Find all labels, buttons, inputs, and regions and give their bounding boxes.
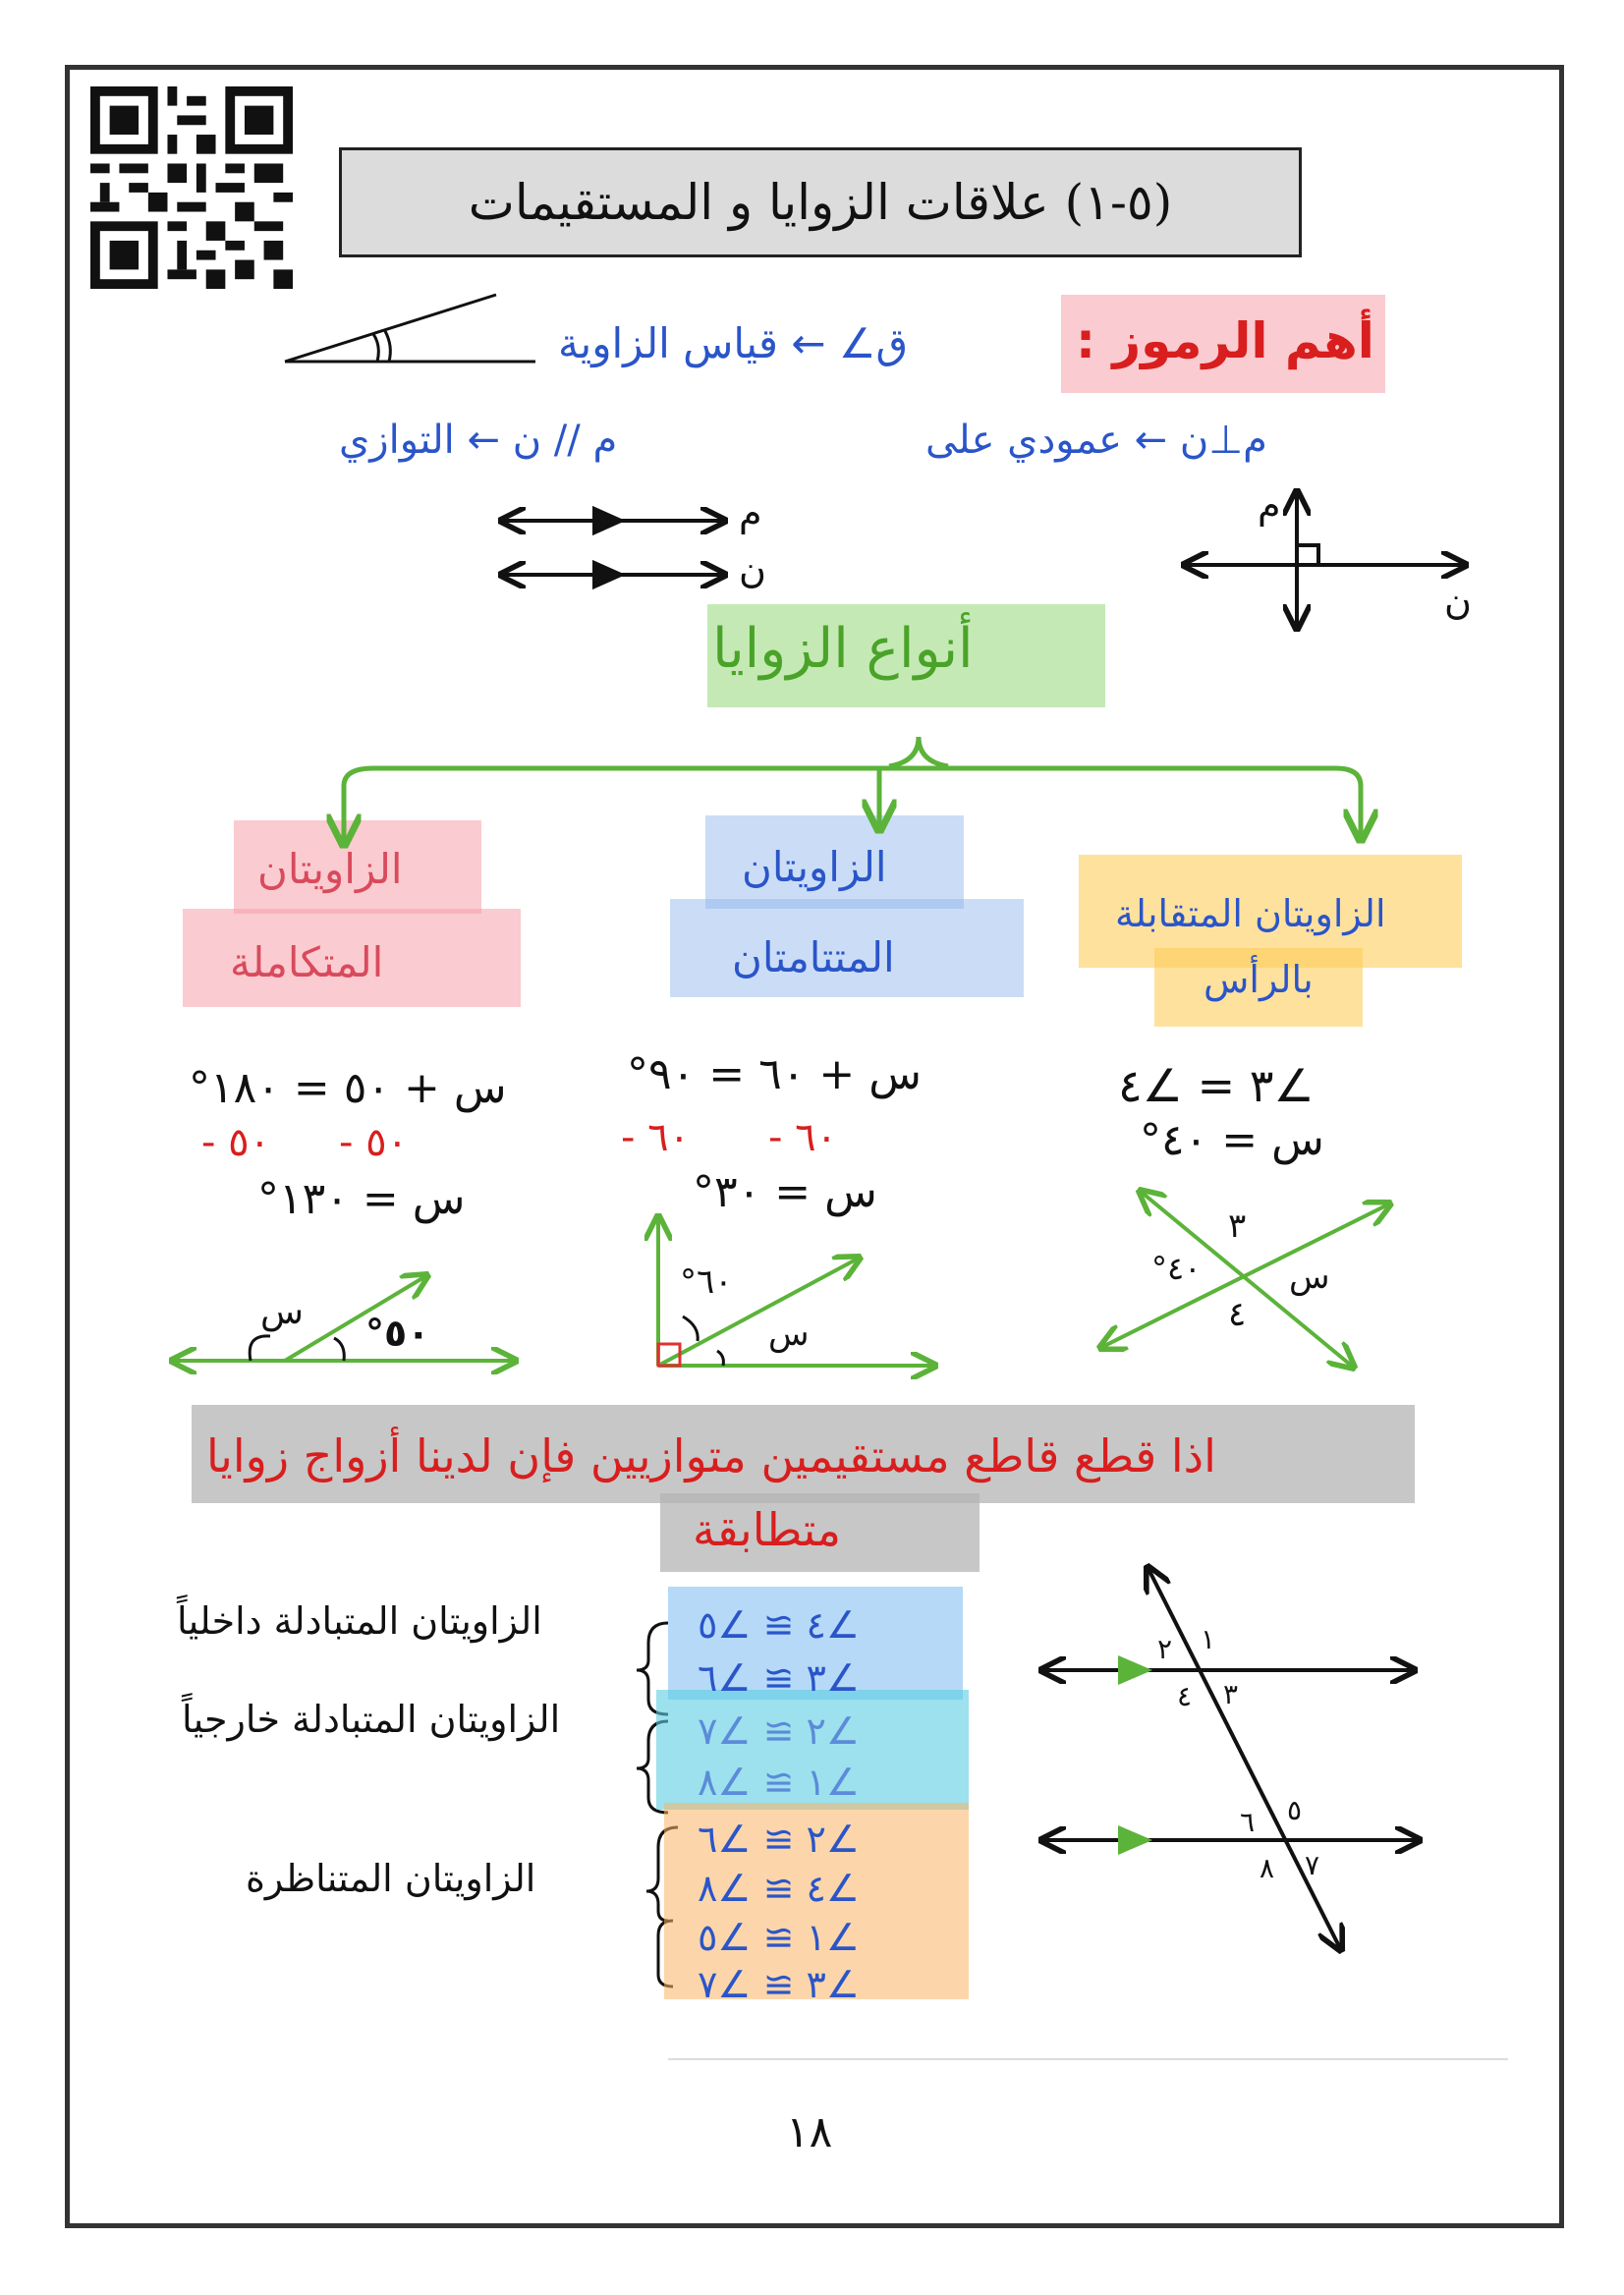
- corresponding-label: الزاويتان المتناظرة: [246, 1857, 536, 1900]
- transversal-diagram: [1041, 1567, 1420, 1950]
- corresponding-pair-1: ∠٢ ≅ ∠٦: [698, 1818, 860, 1861]
- parallel-lines-icon: [501, 509, 725, 587]
- footer-divider: [668, 2058, 1508, 2060]
- vert-eq2: س = ٤٠°: [1140, 1115, 1324, 1165]
- supp-eq2b: ٥٠ -: [339, 1120, 409, 1165]
- vert-label-2: بالرأس: [1204, 958, 1314, 1001]
- comp-label-2: المتتامتان: [732, 933, 895, 981]
- vert-diagram-s: س: [1289, 1258, 1330, 1297]
- vert-eq1: ∠٣ = ∠٤: [1118, 1059, 1315, 1112]
- corresponding-pair-3: ∠١ ≅ ∠٥: [698, 1916, 860, 1959]
- supp-eq2a: ٥٠ -: [201, 1120, 271, 1165]
- trans-angle-7: ٧: [1305, 1849, 1320, 1881]
- alt-interior-pair-2: ∠٣ ≅ ∠٦: [698, 1656, 860, 1700]
- vert-diagram-3: ٣: [1228, 1206, 1247, 1246]
- trans-angle-6: ٦: [1240, 1806, 1256, 1838]
- angle-measure-text: ق∠ ← قياس الزاوية: [558, 319, 909, 367]
- perpendicular-text: م⊥ن ← عمودي على: [925, 418, 1267, 463]
- symbols-heading: أهم الرموز :: [1076, 312, 1374, 369]
- trans-angle-8: ٨: [1260, 1852, 1275, 1884]
- supp-eq1: س + ٥٠ = ١٨٠°: [189, 1063, 507, 1113]
- comp-diagram-60: ٦٠°: [680, 1262, 733, 1302]
- supp-diagram-50: ٥٠°: [365, 1312, 430, 1355]
- trans-angle-4: ٤: [1177, 1680, 1193, 1712]
- alt-interior-label: الزاويتان المتبادلة داخلياً: [177, 1599, 542, 1643]
- comp-label-1: الزاويتان: [742, 843, 887, 891]
- comp-diagram-s: س: [768, 1315, 810, 1354]
- corresponding-pair-4: ∠٣ ≅ ∠٧: [698, 1963, 860, 2006]
- comp-eq2a: ٦٠ -: [621, 1115, 691, 1160]
- trans-angle-3: ٣: [1223, 1678, 1239, 1710]
- supp-eq3: س = ١٣٠°: [257, 1174, 466, 1224]
- vert-diagram-4: ٤: [1228, 1295, 1247, 1334]
- transversal-heading-2: متطابقة: [693, 1503, 842, 1556]
- supp-label-2: المتكاملة: [230, 938, 384, 986]
- types-tree-icon: [344, 737, 1361, 845]
- alt-exterior-pair-2: ∠١ ≅ ∠٨: [698, 1761, 860, 1804]
- page-title: (٥-١) علاقات الزوايا و المستقيمات: [339, 147, 1302, 257]
- vert-label-1: الزاويتان المتقابلة: [1115, 892, 1386, 935]
- alt-exterior-pair-1: ∠٢ ≅ ∠٧: [698, 1709, 860, 1753]
- perp-label-m: م: [1258, 483, 1281, 527]
- alt-interior-pair-1: ∠٤ ≅ ∠٥: [698, 1603, 860, 1647]
- parallel-text: م // ن ← التوازي: [339, 418, 618, 463]
- angle-symbol-icon: [285, 295, 535, 362]
- comp-eq2b: ٦٠ -: [768, 1115, 838, 1160]
- transversal-heading-1: اذا قطع قاطع مستقيمين متوازيين فإن لدينا أزواج زوايا: [206, 1429, 1216, 1483]
- vert-diagram-40: ٤٠°: [1151, 1250, 1202, 1287]
- page-number: ١٨: [786, 2107, 833, 2157]
- trans-angle-1: ١: [1201, 1623, 1216, 1655]
- supp-label-1: الزاويتان: [257, 845, 403, 893]
- perp-label-n: ن: [1444, 580, 1472, 623]
- comp-eq1: س + ٦٠ = ٩٠°: [627, 1049, 922, 1099]
- corresponding-pair-2: ∠٤ ≅ ∠٨: [698, 1867, 860, 1910]
- alt-exterior-label: الزاويتان المتبادلة خارجياً: [182, 1698, 561, 1741]
- comp-eq3: س = ٣٠°: [693, 1167, 877, 1217]
- perpendicular-lines-icon: [1184, 491, 1466, 629]
- types-heading: أنواع الزوايا: [712, 617, 974, 681]
- trans-angle-2: ٢: [1157, 1633, 1173, 1665]
- trans-angle-5: ٥: [1287, 1794, 1303, 1826]
- parallel-label-n: ن: [739, 548, 766, 591]
- supplementary-diagram: [172, 1275, 516, 1361]
- supp-diagram-s: س: [260, 1292, 304, 1332]
- parallel-label-m: م: [739, 491, 762, 534]
